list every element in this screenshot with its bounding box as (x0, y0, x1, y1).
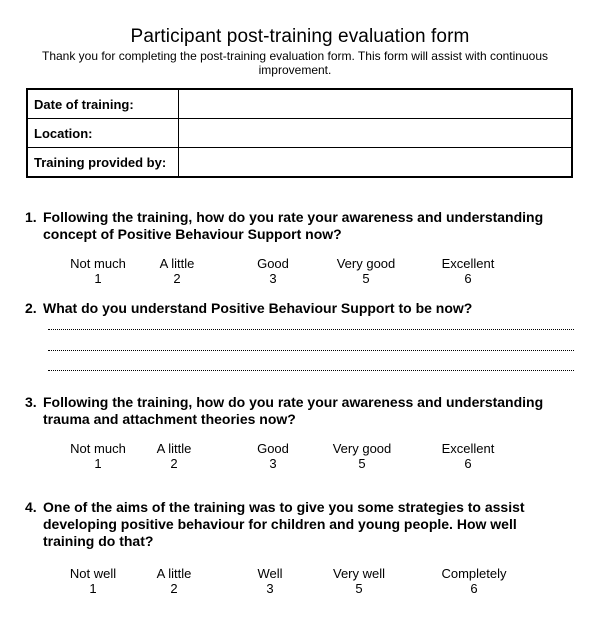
date-of-training-label: Date of training: (27, 89, 179, 119)
question-3-rating-scale (0, 441, 600, 473)
q3-option-3[interactable] (233, 441, 313, 471)
q1-option-2-value: 2 (173, 271, 181, 286)
q4-option-2[interactable] (134, 566, 214, 596)
q1-option-1[interactable] (58, 256, 138, 286)
q4-option-5-label: Completely (441, 566, 507, 581)
question-3-line-2: trauma and attachment theories now? (43, 411, 296, 427)
training-provided-by-cell (179, 148, 573, 178)
form-title: Participant post-training evaluation form (130, 26, 470, 47)
q1-option-5-label: Excellent (441, 256, 495, 271)
answer-line-1[interactable] (48, 329, 574, 330)
q4-option-4-value: 5 (355, 581, 363, 596)
q3-option-4-label: Very good (332, 441, 392, 456)
q4-option-4[interactable] (314, 566, 404, 596)
question-3-line-1: Following the training, how do you rate your awareness and understanding (43, 394, 544, 410)
location-label: Location: (27, 119, 179, 148)
q4-option-3[interactable] (230, 566, 310, 596)
q3-option-4[interactable] (317, 441, 407, 471)
q1-option-3[interactable] (233, 256, 313, 286)
q1-option-5[interactable] (423, 256, 513, 286)
q3-option-1-label: Not much (70, 441, 126, 456)
q1-option-5-value: 6 (464, 271, 472, 286)
subtitle-line-1: Thank you for completing the post-training evaluation form. This form will assist with continuous (41, 49, 548, 63)
q3-option-3-value: 3 (269, 456, 277, 471)
training-info-table (26, 88, 573, 178)
question-1-line-1: Following the training, how do you rate your awareness and understanding (43, 209, 544, 225)
training-provided-by-label: Training provided by: (27, 148, 179, 178)
question-4-number: 4. (25, 499, 37, 515)
info-row-location (27, 119, 572, 148)
location-cell (179, 119, 573, 148)
q4-option-2-label: A little (156, 566, 192, 581)
question-4-line-2: developing positive behaviour for children and young people. How well (43, 516, 517, 532)
info-row-provider (27, 148, 572, 178)
q3-option-5[interactable] (423, 441, 513, 471)
q4-option-5-value: 6 (470, 581, 478, 596)
date-of-training-input[interactable] (179, 90, 571, 118)
subtitle-line-2: improvement. (258, 63, 332, 77)
q4-option-1-label: Not well (69, 566, 117, 581)
q1-option-4-label: Very good (336, 256, 396, 271)
q4-option-3-label: Well (257, 566, 283, 581)
question-1-rating-scale (0, 256, 600, 288)
q3-option-2[interactable] (134, 441, 214, 471)
q4-option-3-value: 3 (266, 581, 274, 596)
question-1 (25, 209, 543, 243)
q3-option-4-value: 5 (358, 456, 366, 471)
question-4-line-3: training do that? (43, 533, 154, 549)
q4-option-5[interactable] (424, 566, 524, 596)
question-4 (25, 499, 525, 550)
q1-option-4[interactable] (321, 256, 411, 286)
q4-option-1[interactable] (53, 566, 133, 596)
q3-option-2-label: A little (156, 441, 192, 456)
answer-line-2[interactable] (48, 350, 574, 351)
q1-option-1-value: 1 (94, 271, 102, 286)
answer-line-3[interactable] (48, 370, 574, 371)
q4-option-2-value: 2 (170, 581, 178, 596)
q3-option-2-value: 2 (170, 456, 178, 471)
question-1-line-2: concept of Positive Behaviour Support now? (43, 226, 342, 242)
question-2-number: 2. (25, 300, 37, 316)
q1-option-3-value: 3 (269, 271, 277, 286)
question-4-line-1: One of the aims of the training was to give you some strategies to assist (43, 499, 525, 515)
question-4-rating-scale (0, 566, 600, 598)
q1-option-2-label: A little (159, 256, 195, 271)
q4-option-4-label: Very well (332, 566, 386, 581)
q4-option-1-value: 1 (89, 581, 97, 596)
q3-option-1[interactable] (58, 441, 138, 471)
question-2-line-1: What do you understand Positive Behaviour Support to be now? (43, 300, 473, 316)
question-3-number: 3. (25, 394, 37, 410)
location-input[interactable] (179, 119, 571, 147)
q3-option-5-label: Excellent (441, 441, 495, 456)
q3-option-5-value: 6 (464, 456, 472, 471)
q3-option-1-value: 1 (94, 456, 102, 471)
training-provided-by-input[interactable] (179, 148, 571, 176)
q1-option-4-value: 5 (362, 271, 370, 286)
date-of-training-cell (179, 89, 573, 119)
q1-option-1-label: Not much (70, 256, 126, 271)
question-1-number: 1. (25, 209, 37, 225)
q1-option-2[interactable] (137, 256, 217, 286)
question-2 (25, 300, 472, 317)
q1-option-3-label: Good (257, 256, 289, 271)
question-3 (25, 394, 543, 428)
q3-option-3-label: Good (257, 441, 289, 456)
info-row-date (27, 89, 572, 119)
form-subtitle (30, 49, 560, 77)
